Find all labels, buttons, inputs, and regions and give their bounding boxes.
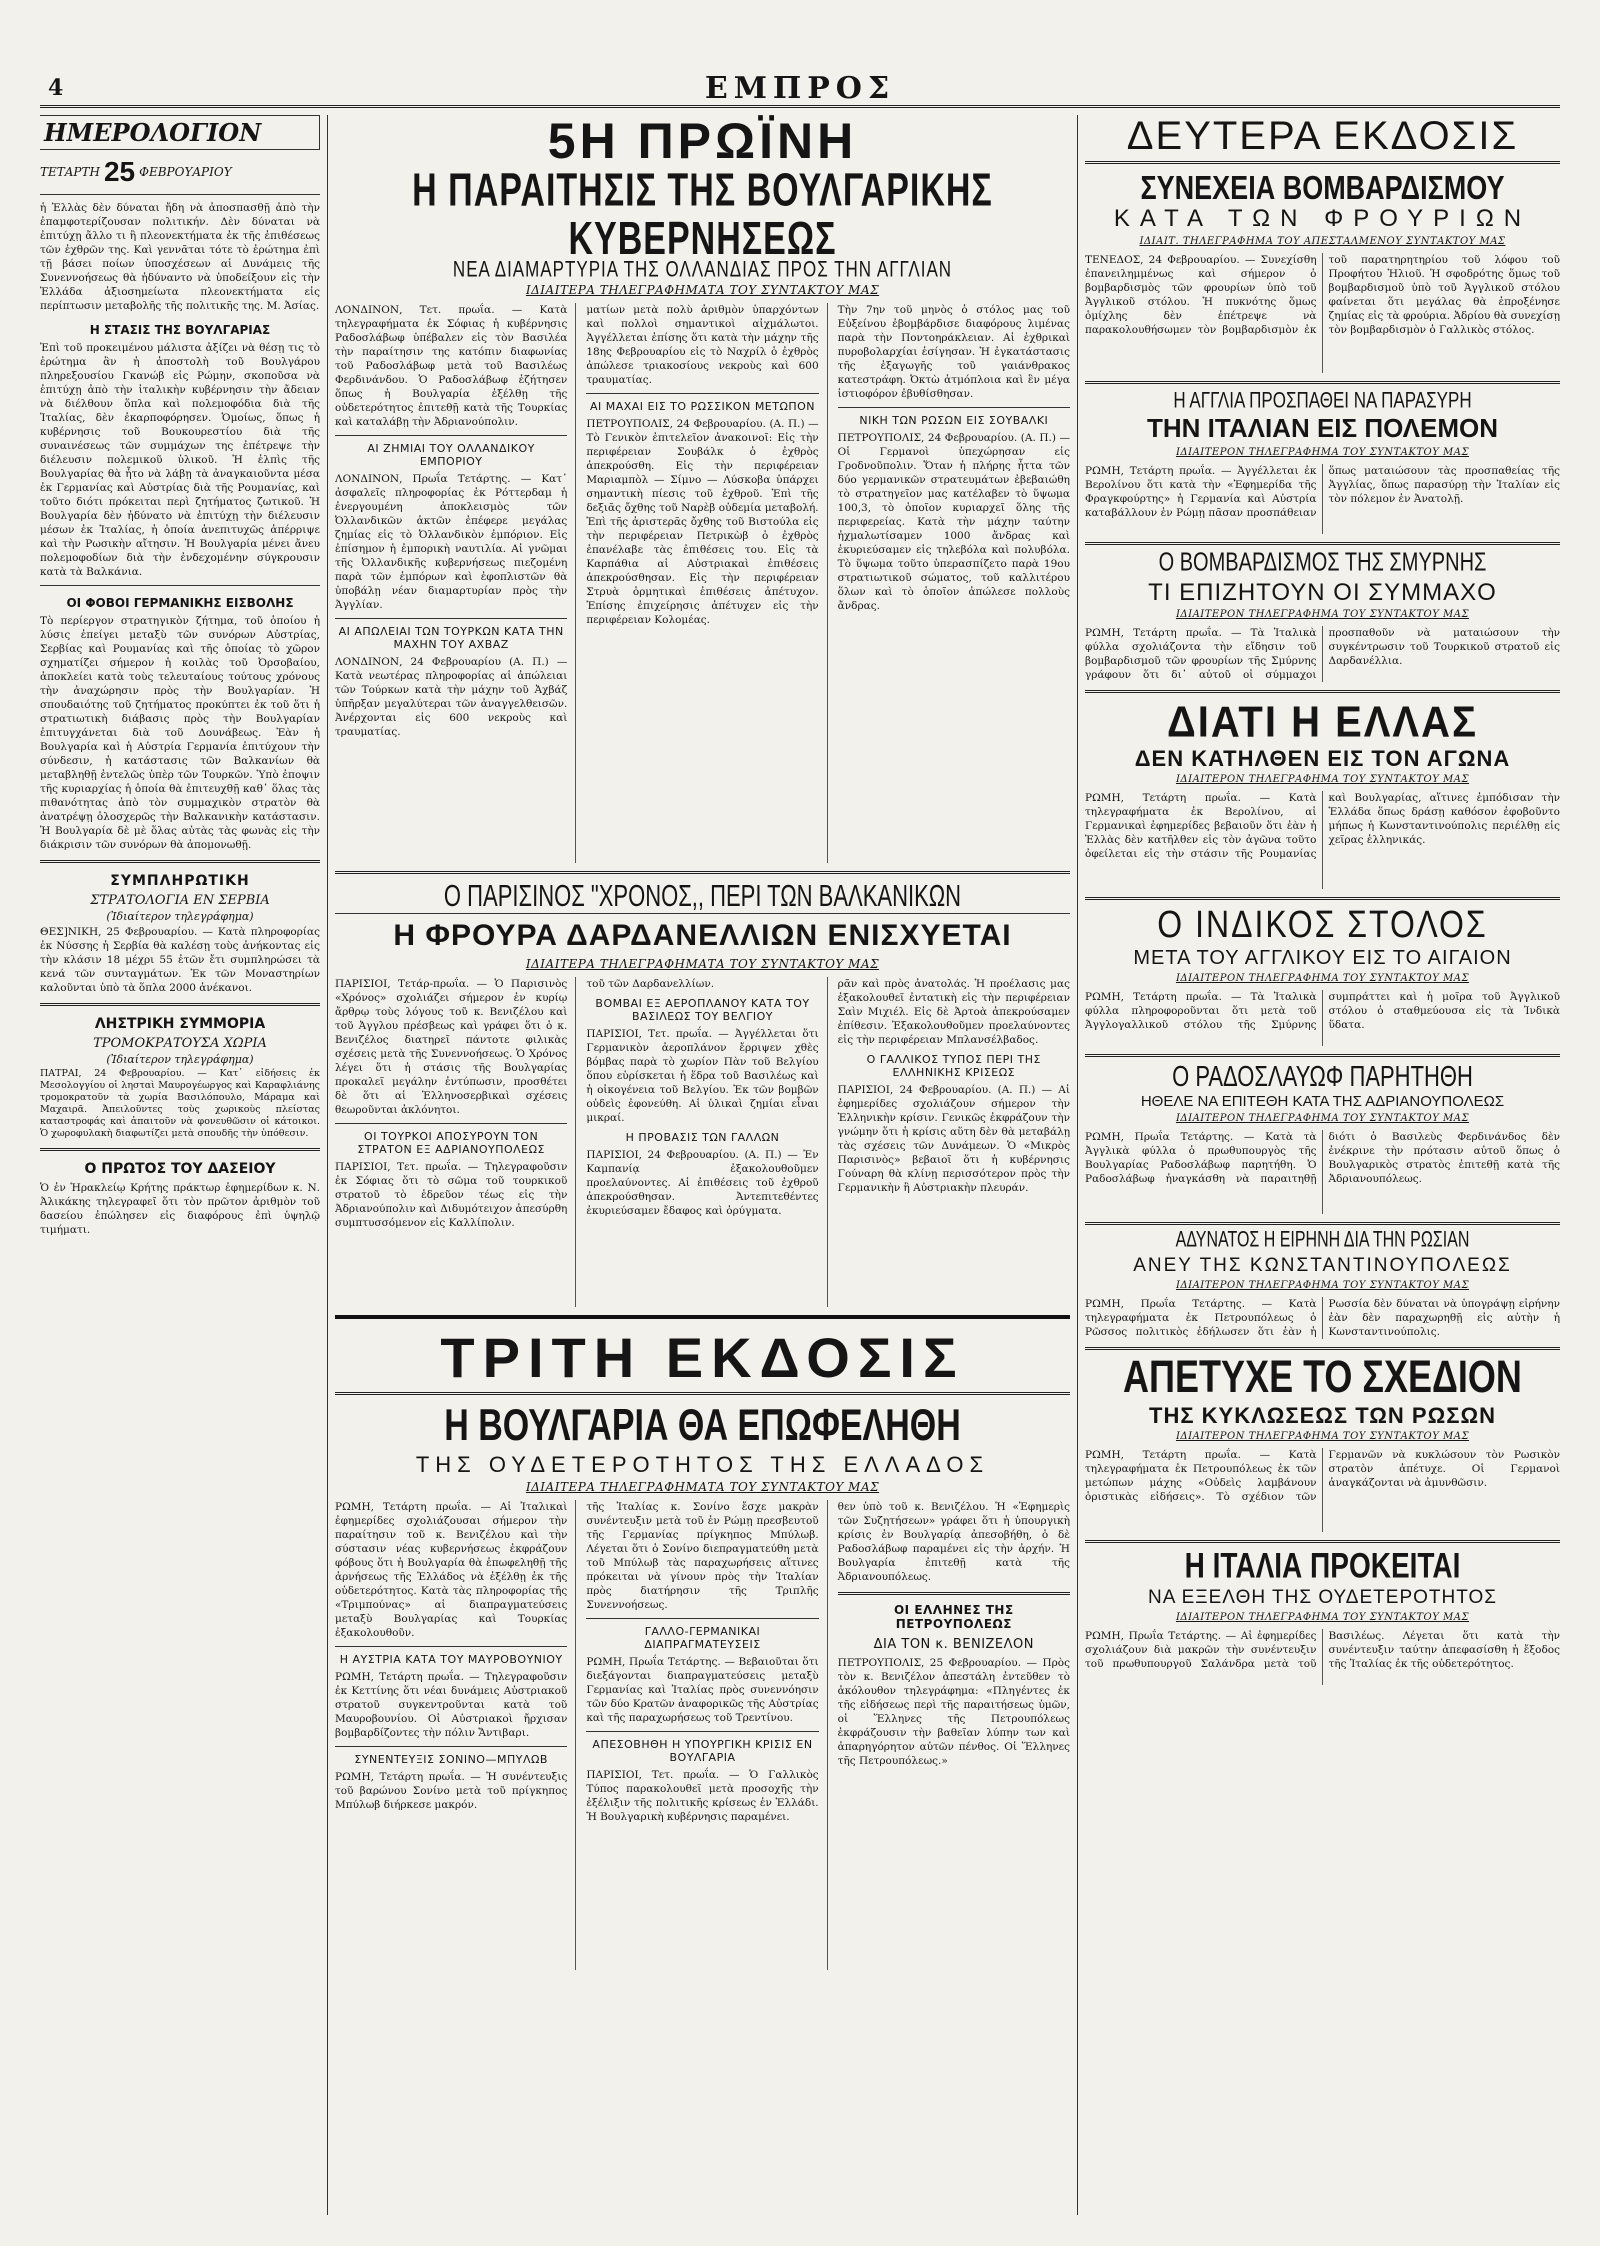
headline-sub: ΤΗΣ ΚΥΚΛΩΣΕΩΣ ΤΩΝ ΡΩΣΩΝ <box>1149 1402 1496 1428</box>
article-body: ΛΟΝΔΙΝΟΝ, Τετ. πρωΐα. — Κατὰ τηλεγραφήματα ἐκ Σόφιας ἡ κυβέρνησις Ραδοσλάβωφ ὑπέβαλεν εἰς τὸν Βασιλέα τὴν παραίτησιν της κατόπιν διαφωνίας τοῦ Ραδοσλάβωφ μετὰ τοῦ Βασιλέως Φερδινάνδου. Ὁ Ραδοσλάβωφ ἐζήτησεν ὅπως ἡ Βουλγαρία ἐξέλθῃ τῆς οὐδετερότητος ἐπιτεθῇ κατὰ τῆς Τουρκίας καὶ καταλάβῃ τὴν Ἀδριανούπολιν. <box>335 303 568 428</box>
section-heading: ΣΥΜΠΛΗΡΩΤΙΚΗ <box>110 873 250 889</box>
article-body: ΠΕΤΡΟΥΠΟΛΙΣ, 24 Φεβρουαρίου. (Α. Π.) — Τὸ Γενικὸν ἐπιτελεῖον ἀνακοινοῖ: Εἰς τὴν περιφέρειαν Σουβάλκ ὁ ἐχθρὸς ἀπεκρούσθη. Εἰς τὴν περιφέρειαν Μαριαμπὸλ — Σίμνο — Λύσκοβα ὑπάρχει σημαντικὴ πίεσις τοῦ ἐχθροῦ. Ἐπὶ τῆς δεξιᾶς ὄχθης τοῦ Ναρὲβ οὐδεμία μεταβολή. Ἐπὶ τῆς ἀριστερᾶς ὄχθης τοῦ Βιστούλα εἰς τὴν περιφέρειαν Πετρικὼβ ὁ ἐχθρὸς ἐπανέλαβε τὰς ἐπιθέσεις του. Εἰς τὰ Καρπάθια αἱ Αὐστριακαὶ ἐπιθέσεις ἀπεκρούσθησαν. Εἰς τὴν περιφέρειαν Στρυὰ ὁρμητικαὶ ἐπιθέσεις ἀπέτυχον. Ἐπίσης ἐπιχείρησις ἀπέτυχεν εἰς τὴν περιφέρειαν Κολομέας. <box>586 417 819 626</box>
section-subheading: ΔΙΑ ΤΟΝ κ. ΒΕΝΙΖΕΛΟΝ <box>873 1636 1034 1652</box>
section-heading: ΛΗΣΤΡΙΚΗ ΣΥΜΜΟΡΙΑ <box>94 1016 266 1032</box>
headline-second-edition: ΔΕΥΤΕΡΑ ΕΚΔΟΣΙΣ <box>1085 115 1560 164</box>
headline-sub: ΑΝΕΥ ΤΗΣ ΚΩΝΣΤΑΝΤΙΝΟΥΠΟΛΕΩΣ <box>1133 1255 1512 1277</box>
section-heading: ΝΙΚΗ ΤΩΝ ΡΩΣΩΝ ΕΙΣ ΣΟΥΒΑΛΚΙ <box>859 413 1049 427</box>
section-heading: Ο ΠΡΩΤΟΣ ΤΟΥ ΔΑΣΕΙΟΥ <box>84 1161 276 1177</box>
article-body: ΡΩΜΗ, Τετάρτη πρωΐα. — Κατὰ τηλεγραφήματα ἐκ Πετρουπόλεως ἐκ τῶν μετώπων μάχης «Οὐδεὶς λαμβάνουν ὁριστικὰς εἰδήσεις». Τὸ σχέδιον τῶν Γερμανῶν νὰ κυκλώσουν τὸν Ρωσικὸν στρατὸν ἀπέτυχε. Οἱ Γερμανοὶ ἀναγκάζονται νὰ ἀμυνθῶσιν. <box>1085 1449 1560 1504</box>
headline-main: Η ΠΑΡΑΙΤΗΣΙΣ ΤΗΣ ΒΟΥΛΓΑΡΙΚΗΣ ΚΥΒΕΡΝΗΣΕΩΣ <box>412 164 993 264</box>
article-block-2 <box>335 977 1070 1307</box>
article-body: ρᾶν καὶ πρὸς ἀνατολάς. Ἡ προέλασις μας ἐξακολουθεῖ ἐντατικὴ εἰς τὴν περιφέρειαν Σαὶν Μιχιέλ. Εἰς δὲ Ἀρτοὰ ἀπεκρούσαμεν ἐπίθεσιν. Ἐξακολουθοῦμεν προελαύνοντες εἰς τὴν περιφέρειαν Μπλανσέλβαδος. <box>837 978 1070 1047</box>
masthead <box>40 71 1560 108</box>
article-body: τοῦ τῶν Δαρδανελλίων. <box>586 978 715 991</box>
article-body: Τὸ περίεργον στρατηγικὸν ζήτημα, τοῦ ὁποίου ἡ λύσις ἐπείγει μεταξὺ τῶν συνόρων Αὐστρίας, Σερβίας καὶ Ρουμανίας καὶ τῆς ὁποίας τὸ χῶρον σχηματίζει σήμερον ἡ κοιλὰς τοῦ Ὀρσοβαίου, ἀποκλείει κατὰ τοὺς τελευταίους τούτους χρόνους τὴν ἀναχώρησιν πρὸς τὴν Βουλγαρίαν. Ἡ σπουδαιότης τοῦ ζητήματος προκύπτει ἐκ τοῦ ὅτι ἡ στρατιωτικὴ διάβασις πρὸς τὴν Βουλγαρίαν ἐπιτυγχάνεται διὰ τοῦ Δουνάβεως. Ἐὰν ἡ Βουλγαρία καὶ ἡ Αὐστρία Γερμανία ἐπιτύχουν τὴν σύνδεσιν, ἡ κατάστασις τῶν Βαλκανίων θὰ μεταβληθῇ ἐντελῶς ὑπὲρ τῶν Τουρκῶν. Ὑπὸ ἐποψιν τῆς κυριαρχίας ἡ ὁποία θὰ ἐπιτευχθῇ καθ᾽ ὅλας τὰς πιθανότητας ἀπὸ τὸν συμμαχικὸν στρατὸν θὰ ἀνατρέψῃ ὁλοσχερῶς τὴν Βαλκανικὴν κατάστασιν. Ἡ Βουλγαρία δὲ μὲ ὅλας αὐτὰς τὰς φωνὰς εἰς τὴν διάκρισιν τῶν συνόρων θὰ ἀπομονωθῇ. <box>40 615 320 851</box>
article-body: ΠΑΡΙΣΙΟΙ, 24 Φεβρουαρίου. (Α. Π.) — Ἐν Καμπανίᾳ ἐξακολουθοῦμεν προελαύνοντες. Αἱ ἐπιθέσεις τοῦ ἐχθροῦ ἀπεκρούσθησαν. Ἀντεπιτεθέντες ἐκυριεύσαμεν ἔδαφος καὶ ὀρύγματα. <box>586 1149 819 1218</box>
section-heading: ΟΙ ΕΛΛΗΝΕΣ ΤΗΣ ΠΕΤΡΟΥΠΟΛΕΩΣ <box>893 1602 1014 1631</box>
newspaper-name: ΕΜΠΡΟΣ <box>704 71 896 106</box>
telegram-heading: ΙΔΙΑΙΤΕΡΑ ΤΗΛΕΓΡΑΦΗΜΑΤΑ ΤΟΥ ΣΥΝΤΑΚΤΟΥ ΜΑΣ <box>525 282 880 297</box>
headline: Ο ΙΝΔΙΚΟΣ ΣΤΟΛΟΣ <box>1157 902 1488 946</box>
section-heading: Η ΠΡΟΒΑΣΙΣ ΤΩΝ ΓΑΛΛΩΝ <box>625 1131 780 1145</box>
article-block-3 <box>335 1500 1070 1970</box>
article-body: ΡΩΜΗ, Τετάρτη πρωΐα. — Ἀγγέλλεται ἐκ Βερολίνου ὅτι κατὰ τὴν «Ἐφημερίδα τῆς Φραγκφούρτης» ἡ Γερμανία καὶ Αὐστρία καταβάλλουν ἐν Ρώμῃ πᾶσαν προσπάθειαν ὅπως ματαιώσουν τὰς προσπαθείας τῆς Ἀγγλίας, ὅπως παρασύρῃ τὴν Ἰταλίαν εἰς τὸν πόλεμον ἐν Ἀνατολῇ. <box>1085 464 1560 519</box>
article-body: ΤΕΝΕΔΟΣ, 24 Φεβρουαρίου. — Συνεχίσθη ἐπανειλημμένως καὶ σήμερον ὁ βομβαρδισμὸς τῶν φρουρίων ὑπὸ τοῦ Ἀγγλικοῦ στόλου. Ἡ πυκνότης ὅμως ὁμίχλης δὲν ἐπέτρεψε νὰ παρακολουθήσωμεν τὸν βομβαρδισμὸν ἐκ τοῦ παρατηρητηρίου τοῦ λόφου τοῦ Προφήτου Ἠλιοῦ. Ἡ σφοδρότης ὅμως τοῦ βομβαρδισμοῦ ὑπὸ τοῦ Ἀγγλικοῦ στόλου φαίνεται ὅτι μεγάλας θὰ ἐπροξένησε ζημίας εἰς τὰ φρούρια. Ἀδρίου θὰ συνεχίσῃ τὸν βομβαρδισμὸν ὁ Γαλλικὸς στόλος. <box>1085 253 1560 336</box>
article-body: ΡΩΜΗ, Τετάρτη πρωΐα. — Τὰ Ἰταλικὰ φύλλα πληροφοροῦνται ὅτι μετὰ τοῦ Ἀγγλογαλλικοῦ στόλου τῆς Σμύρνης συμπράττει καὶ ἡ μοῖρα τοῦ Ἀγγλικοῦ στόλου ὁ σταθμεύουσα εἰς τὰ Ἰνδικὰ ὕδατα. <box>1085 990 1560 1031</box>
headline-section-b: Ο ΠΑΡΙΣΙΝΟΣ "ΧΡΟΝΟΣ,, ΠΕΡΙ ΤΩΝ ΒΑΛΚΑΝΙΚΩΝ <box>443 877 962 913</box>
headline: Ο ΒΟΜΒΑΡΔΙΣΜΟΣ ΤΗΣ ΣΜΥΡΝΗΣ <box>1158 548 1487 577</box>
section-heading: ΟΙ ΤΟΥΡΚΟΙ ΑΠΟΣΥΡΟΥΝ ΤΟΝ ΣΤΡΑΤΟΝ ΕΞ ΑΔΡΙΑΝΟΥΠΟΛΕΩΣ <box>357 1130 545 1157</box>
calendar-date <box>40 156 320 188</box>
article-body: ΡΩΜΗ, Πρωΐα Τετάρτης. — Βεβαιοῦται ὅτι διεξάγονται διαπραγματεύσεις μεταξὺ Γερμανίας καὶ Ἰταλίας πρὸς συνεννόησιν τῶν δύο Κρατῶν ἀναφορικῶς τῆς Αὐστρίας καὶ τῆς παραχωρήσεως τοῦ Τρεντίνου. <box>586 1655 819 1724</box>
section-heading: ΒΟΜΒΑΙ ΕΞ ΑΕΡΟΠΛΑΝΟΥ ΚΑΤΑ ΤΟΥ ΒΑΣΙΛΕΩΣ ΤΟΥ ΒΕΛΓΙΟΥ <box>595 997 810 1024</box>
article-body: ΠΕΤΡΟΥΠΟΛΙΣ, 24 Φεβρουαρίου. (Α. Π.) — Οἱ Γερμανοὶ ὑπεχώρησαν εἰς Γροδνοῦπολιν. Ὅταν ἡ πλήρης ἧττα τῶν δύο γερμανικῶν στρατευμάτων ἐβεβαιώθη τὸ στρατηγεῖον μας κατέλαβεν τὸ ὕψωμα 100,3, τὸ ὁποῖον κυριαρχεῖ ὅλης τῆς περιφερείας. Κατὰ τὴν μάχην ταύτην ἠχμαλωτίσαμεν 1000 ἄνδρας καὶ ἐκυριεύσαμεν εἰς τηλεβόλα καὶ πολυβόλα. Τὸ ὕψωμα τοῦτο ὑπερασπίζετο παρὰ 19ου στρατιωτικοῦ σώματος, τοῦ καλλιτέρου ὅλων καὶ τὸ ὁποῖον ἀπώλεσε πολλοὺς ἄνδρας. <box>837 431 1070 612</box>
article-body: ΡΩΜΗ, Πρωΐα Τετάρτης. — Αἱ ἐφημερίδες σχολιάζουν διὰ μακρῶν τὴν συνέντευξιν τοῦ πρωθυπουργοῦ Σαλάνδρα μετὰ τοῦ Βασιλέως. Λέγεται ὅτι κατὰ τὴν συνέντευξιν ταύτην ἀπεφασίσθη ἡ ἔξοδος τῆς Ἰταλίας ἐκ τῆς οὐδετερότητος. <box>1085 1630 1560 1671</box>
article-body: ΡΩΜΗ, Τετάρτη πρωΐα. — Τὰ Ἰταλικὰ φύλλα σχολιάζοντα τὴν εἴδησιν τοῦ βομβαρδισμοῦ τῶν φρουρίων τῆς Σμύρνης γράφουν ὅτι δι᾽ αὐτοῦ οἱ σύμμαχοι προσπαθοῦν νὰ ματαιώσουν τὴν συγκέντρωσιν τοῦ Τουρκικοῦ στρατοῦ εἰς Δαρδανέλλια. <box>1085 626 1560 681</box>
headline-sub: ΤΙ ΕΠΙΖΗΤΟΥΝ ΟΙ ΣΥΜΜΑΧΟ <box>1148 578 1497 606</box>
article-body: ματίων μετὰ πολὺ ἀριθμὸν ὑπαρχόντων καὶ πολλοὶ σημαντικοὶ αἰχμάλωτοι. Ἀγγέλλεται ἐπίσης ὅτι κατὰ τὴν μάχην τῆς 18ης Φεβρουαρίου εἰς τὸ Ναχρίλ ὁ ἐχθρὸς ἀπώλεσε τριακοσίους νεκροὺς καὶ 600 τραυματίας. <box>586 303 819 386</box>
article-body: ΡΩΜΗ, Πρωΐα Τετάρτης. — Κατὰ τηλεγραφήματα ἐκ Πετρουπόλεως ὁ Ρῶσσος πολιτικὸς ἐδήλωσεν ὅτι ἐὰν ἡ Ρωσσία δὲν δύναται νὰ ὑπογράψῃ εἰρήνην ἐὰν δὲν παραχωρηθῇ εἰς αὐτὴν ἡ Κωνσταντινούπολις. <box>1085 1298 1560 1339</box>
section-heading: ΑΙ ΜΑΧΑΙ ΕΙΣ ΤΟ ΡΩΣΣΙΚΟΝ ΜΕΤΩΠΟΝ <box>589 399 816 413</box>
article-body: Ἐπὶ τοῦ προκειμένου μάλιστα ἀξίζει νὰ θέσῃ τις τὸ ἐρώτημα ἂν ἡ ἀποστολὴ τοῦ Βουλγάρου πληρεξουσίου Γκανώβ εἰς Ρώμην, σκοποῦσα νὰ ἐπιτύχῃ ἀπὸ τὴν ἰταλικὴν κυβέρνησιν τὴν ἄδειαν νὰ διέλθουν ὅπλα καὶ πολεμοφόδια διὰ τῆς Ἰταλίας, δὲν ἐκαρποφόρησεν. Ὁμοίως, ὅπως ἡ κυβέρνησις τοῦ Βουκουρεστίου διὰ τῆς συναινέσεως τῶν συμμάχων της ἐπέτρεψε τὴν διέλευσιν πολεμικοῦ ὑλικοῦ. Ἡ ἐλπὶς τῆς Βουλγαρίας θὰ ἦτο νὰ λάβῃ τὰ ἀναγκαιοῦντα μέσα ἐκ Γερμανίας καὶ Αὐστρίας διὰ τῆς Ρουμανίας, καὶ τοῦτο διότι πρόκειται περὶ ζητήματος ζωτικοῦ. Ἡ Βουλγαρία δὲν ἠδύνατο νὰ ἐπιτύχῃ τὴν διέλευσιν μέσων ἐκ Ἰταλίας, ἡ ὁποία ἀνεπιτυχῶς ἀπέρριψε καὶ τὴν Ρωσικὴν αἴτησιν. Ἡ Βουλγαρία μένει ἄνευ πολεμοφοδίων διὰ τὴν ἐνδεχομένην σύγκρουσιν κατὰ τὰ Βαλκάνια. <box>40 342 320 578</box>
section-heading: ΣΥΝΕΝΤΕΥΞΙΣ ΣΟΝΙΝΟ—ΜΠΥΛΩΒ <box>354 1752 548 1766</box>
section-heading: Η ΣΤΑΣΙΣ ΤΗΣ ΒΟΥΛΓΑΡΙΑΣ <box>89 323 271 337</box>
section-heading: ΑΙ ΖΗΜΙΑΙ ΤΟΥ ΟΛΛΑΝΔΙΚΟΥ ΕΜΠΟΡΙΟΥ <box>367 441 535 468</box>
weekday: ΤΕΤΑΡΤΗ <box>40 165 100 179</box>
article-body: ΠΑΡΙΣΙΟΙ, 24 Φεβρουαρίου. (Α. Π.) — Αἱ ἐφημερίδες σχολιάζουν σήμερον τὴν Ἑλληνικὴν κρίσιν. Γενικῶς ἐκφράζουν τὴν γνώμην ὅτι ἡ κρίσις αὕτη δὲν θὰ μεταβάλῃ τὰς σχέσεις τῶν Δυνάμεων. Ὁ «Μικρὸς Παρισινὸς» βεβαιοῖ ὅτι ἡ κυβέρνησις Γούναρη θὰ κλίνῃ περισσότερον πρὸς τὴν Γερμανικὴν ἢ Αὐστριακὴν πλευράν. <box>837 1084 1070 1195</box>
telegram-heading: ΙΔΙΑΙΤΕΡΟΝ ΤΗΛΕΓΡΑΦΗΜΑ ΤΟΥ ΣΥΝΤΑΚΤΟΥ ΜΑΣ <box>1175 1113 1470 1125</box>
telegram-heading: ΙΔΙΑΙΤΕΡΟΝ ΤΗΛΕΓΡΑΦΗΜΑ ΤΟΥ ΣΥΝΤΑΚΤΟΥ ΜΑΣ <box>1175 972 1470 984</box>
note: (Ἰδιαίτερον τηλεγράφημα) <box>106 1053 254 1066</box>
headline: Η ΑΓΓΛΙΑ ΠΡΟΣΠΑΘΕΙ ΝΑ ΠΑΡΑΣΥΡΗ <box>1173 387 1472 413</box>
headline-third-edition: ΤΡΙΤΗ ΕΚΔΟΣΙΣ <box>440 1326 965 1390</box>
column-main <box>335 115 1070 2215</box>
headline-sub: ΚΑΤΑ ΤΩΝ ΦΡΟΥΡΙΩΝ <box>1113 205 1532 233</box>
section-heading: ΓΑΛΛΟ-ΓΕΡΜΑΝΙΚΑΙ ΔΙΑΠΡΑΓΜΑΤΕΥΣΕΙΣ <box>644 1624 761 1651</box>
day-number: 25 <box>103 156 136 187</box>
article-body: ΡΩΜΗ, Πρωΐα Τετάρτης. — Κατὰ τὰ Ἀγγλικὰ φύλλα ὁ πρωθυπουργὸς τῆς Βουλγαρίας Ραδοσλάβωφ παρητήθη. Ὁ Ραδοσλάβωφ ἠναγκάσθη νὰ παραιτηθῇ διότι ὁ Βασιλεὺς Φερδινάνδος δὲν ἐνέκρινε τὴν πρότασιν αὐτοῦ ὅπως ὁ Βουλγαρικὸς στρατὸς ἐπιτεθῇ κατὰ τῆς Ἀδριανουπόλεως. <box>1085 1131 1560 1186</box>
telegram-heading: ΙΔΙΑΙΤ. ΤΗΛΕΓΡΑΦΗΜΑ ΤΟΥ ΑΠΕΣΤΑΛΜΕΝΟΥ ΣΥΝΤΑΚΤΟΥ ΜΑΣ <box>1139 235 1506 247</box>
headline-section-c-sub: ΤΗΣ ΟΥΔΕΤΕΡΟΤΗΤΟΣ ΤΗΣ ΕΛΛΑΔΟΣ <box>415 1451 990 1477</box>
section-heading: ΑΙ ΑΠΩΛΕΙΑΙ ΤΩΝ ΤΟΥΡΚΩΝ ΚΑΤΑ ΤΗΝ ΜΑΧΗΝ ΤΟΥ ΑΧΒΑΖ <box>338 624 564 651</box>
note: (Ἰδιαίτερον τηλεγράφημα) <box>106 910 254 923</box>
column-second-edition <box>1085 115 1560 2215</box>
headline-sub: ΗΘΕΛΕ ΝΑ ΕΠΙΤΕΘΗ ΚΑΤΑ ΤΗΣ ΑΔΡΙΑΝΟΥΠΟΛΕΩΣ <box>1140 1092 1505 1110</box>
article-body: ΛΟΝΔΙΝΟΝ, 24 Φεβρουαρίου (Α. Π.) — Κατὰ νεωτέρας πληροφορίας αἱ ἀπώλειαι τῶν Τούρκων κατὰ τὴν μάχην τοῦ Ἀχβάζ ὑπῆρξαν μεγαλύτεραι τῶν ἀναγγελθεισῶν. Ἀνέρχονται εἰς 600 νεκροὺς καὶ τραυματίας. <box>335 655 568 738</box>
headline: ΣΥΝΕΧΕΙΑ ΒΟΜΒΑΡΔΙΣΜΟΥ <box>1140 169 1505 207</box>
article-body: ΠΑΤΡΑΙ, 24 Φεβρουαρίου. — Κατ᾽ εἰδήσεις ἐκ Μεσολογγίου οἱ λησταὶ Μαυρογέωργος καὶ Καραφλιάνης τρομοκρατοῦν τὰ χωρία Βασιλόπουλο, Μάραμα καὶ Μαχαιρᾶ. Ἀπειλοῦντες τοὺς χωρικοὺς πλείστας καταστροφάς καὶ ἀπαιτοῦν νὰ φονευθῶσιν οἱ κάτοικοι. Ὁ χωροφυλακὴ διαφωτίζει μετὰ σπουδῆς τὴν ὑπόθεσιν. <box>40 1068 320 1139</box>
section-subheading: ΤΡΟΜΟΚΡΑΤΟΥΣΑ ΧΩΡΙΑ <box>93 1036 267 1051</box>
article-block-1 <box>335 303 1070 863</box>
headline-section-c: Η ΒΟΥΛΓΑΡΙΑ ΘΑ ΕΠΩΦΕΛΗΘΗ <box>444 1401 961 1451</box>
headline: ΔΙΑΤΙ Η ΕΛΛΑΣ <box>1166 697 1479 747</box>
article-body: ΠΑΡΙΣΙΟΙ, Τετ. πρωΐα. — Ὁ Γαλλικὸς Τύπος παρακολουθεῖ μετὰ προσοχῆς τὴν ἐξέλιξιν τῆς πολιτικῆς κρίσεως ἐν Ἑλλάδι. Ἡ Βουλγαρικὴ κυβέρνησις παραμένει. <box>586 1768 819 1823</box>
month: ΦΕΒΡΟΥΑΡΙΟΥ <box>139 165 232 179</box>
article-body: Τὴν 7ην τοῦ μηνὸς ὁ στόλος μας τοῦ Εὐξείνου ἐβομβάρδισε διαφόρους λιμένας παρὰ τὴν Ποντοηράκλειαν. Αἱ ἐχθρικαὶ πυροβολαρχίαι ἐσίγησαν. Ἡ ἐγκατάστασις τῆς ἐξαγωγῆς τοῦ γαιάνθρακος κατεστράφη. Ὀκτὼ ἀτμόπλοια καὶ ἓν μέγα ἱστιοφόρον ἐβυθίσθησαν. <box>837 303 1070 400</box>
article-body: ΡΩΜΗ, Τετάρτη πρωΐα. — Αἱ Ἰταλικαὶ ἐφημερίδες σχολιάζουσαι σήμερον τὴν παραίτησιν τοῦ κ. Βενιζέλου καὶ τὴν σύστασιν νέας κυβερνήσεως ἐκφράζουν φόβους ὅτι ἡ Βουλγαρία θὰ ἐπωφεληθῇ τῆς ἀρνήσεως τῆς Ἑλλάδος νὰ ἐξέλθῃ ἐκ τῆς οὐδετερότητος. Κατὰ τὰς πληροφορίας τῆς «Τριμπούνας» αἱ διαπραγματεύσεις μεταξὺ Βουλγαρίας καὶ Τουρκίας ἐξακολουθοῦν. <box>335 1500 568 1639</box>
calendar-title: ΗΜΕΡΟΛΟΓΙΟΝ <box>40 115 320 150</box>
column-rule <box>327 115 328 2215</box>
page-number: 4 <box>48 75 64 101</box>
article-body: ΠΕΤΡΟΥΠΟΛΙΣ, 25 Φεβρουαρίου. — Πρὸς τὸν κ. Βενιζέλον ἀπεστάλη ἐντεῦθεν τὸ ἀκόλουθον τηλεγράφημα: «Πληγέντες ἐκ τῆς εἰδήσεως περὶ τῆς παραιτήσεως ὑμῶν, οἱ Ἕλληνες τῆς Πετρουπόλεως ἐκφράζουσιν τὴν βαθεῖαν λύπην των καὶ ἀπαρηγόρητον αὐτῶν πένθος. Οἱ Ἕλληνες τῆς Πετρουπόλεως.» <box>837 1656 1070 1767</box>
section-heading: ΑΠΕΣΟΒΗΘΗ Η ΥΠΟΥΡΓΙΚΗ ΚΡΙΣΙΣ ΕΝ ΒΟΥΛΓΑΡΙΑ <box>592 1737 813 1764</box>
telegram-heading: ΙΔΙΑΙΤΕΡΑ ΤΗΛΕΓΡΑΦΗΜΑΤΑ ΤΟΥ ΣΥΝΤΑΚΤΟΥ ΜΑΣ <box>525 957 880 972</box>
headline-sub: ΝΑ ΕΞΕΛΘΗ ΤΗΣ ΟΥΔΕΤΕΡΟΤΗΤΟΣ <box>1147 1587 1498 1609</box>
article-body: ΡΩΜΗ, Τετάρτη πρωΐα. — Κατὰ τηλεγραφήματα ἐκ Βερολίνου, αἱ Γερμανικαὶ ἐφημερίδες βεβαιοῦν ὅτι ἐὰν ἡ Ἑλλὰς δὲν κατῆλθεν εἰς τὸν ἀγῶνα τοῦτο ὀφείλεται εἰς τὴν στάσιν τῆς Ρουμανίας καὶ Βουλγαρίας, αἵτινες ἐμπόδισαν τὴν Ἑλλάδα ὅπως δράσῃ καθόσον ἐφοβοῦντο μήπως ἡ Κωνσταντινούπολις περιέλθῃ εἰς χεῖρας ἑλληνικάς. <box>1085 791 1560 860</box>
telegram-heading: ΙΔΙΑΙΤΕΡΟΝ ΤΗΛΕΓΡΑΦΗΜΑ ΤΟΥ ΣΥΝΤΑΚΤΟΥ ΜΑΣ <box>1175 1612 1470 1624</box>
article-body: ΛΟΝΔΙΝΟΝ, Πρωΐα Τετάρτης. — Κατ᾽ ἀσφαλεῖς πληροφορίας ἐκ Ρόττερδαμ ἡ ἐνεργουμένη ἀποκλεισμὸς τῶν Ὀλλανδικῶν ἀκτῶν ἐπέφερε μεγάλας ζημίας εἰς τὸ Ὀλλανδικὸν ἐμπόριον. Εἰς ἐπίσημον ἡ ἐμπορικὴ ναυτιλία. Αἱ γνῶμαι τῆς Ὀλλανδικῆς κυβερνήσεως πιεζομένη παρὰ τῶν ἐμπόρων καὶ ἐφοπλιστῶν θὰ ὑποβάλῃ νέαν διαμαρτυρίαν πρὸς τὴν Ἀγγλίαν. <box>335 472 568 611</box>
article-body: ΡΩΜΗ, Τετάρτη πρωΐα. — Ἡ συνέντευξις τοῦ βαρώνου Σονίνο μετὰ τοῦ πρίγκηπος Μπύλωβ διήρκεσε μακρόν. <box>335 1770 568 1811</box>
column-calendar <box>40 115 320 2215</box>
telegram-heading: ΙΔΙΑΙΤΕΡΑ ΤΗΛΕΓΡΑΦΗΜΑΤΑ ΤΟΥ ΣΥΝΤΑΚΤΟΥ ΜΑΣ <box>525 1479 880 1494</box>
calendar-intro: ἡ Ἑλλὰς δὲν δύναται ἤδη νὰ ἀποσπασθῇ ἀπὸ τὴν ἐπαμφοτερίζουσαν πολιτικήν. Δὲν δύναται νὰ ἐπιτύχῃ ἄλλο τι ἢ πλεονεκτήματα ἐκ τῆς ἐπιθέσεως τῶν ἐχθρῶν της. Καὶ γεννᾶται τότε τὸ ἐρώτημα ἐπὶ τῇ βάσει ποίων ὑποσχέσεων αἱ Δυνάμεις τῆς Συνεννοήσεως θὰ ἠδύναντο νὰ ὑποδείξουν εἰς τὴν Ἑλλάδα ἀξιοσημείωτα πλεονεκτήματα εἰς περίπτωσιν μεταβολῆς τῆς πολιτικῆς της. Μ. Ἀσίας. <box>40 202 320 312</box>
article-body: ΘΕΣ]ΝΙΚΗ, 25 Φεβρουαρίου. — Κατὰ πληροφορίας ἐκ Νύσσης ἡ Σερβία θὰ καλέσῃ τοὺς ἀνήκοντας εἰς τὴν κλάσιν 18 μέχρι 55 ἐτῶν ἔτι συμπληρώσει τὰ κενά τῶν συνταγμάτων. Ἐκ τῶν Μοναστηρίων καλοῦνται ὑπὸ τὰ ὅπλα 2000 ἀνέκανοι. <box>40 926 320 994</box>
headline-sub: ΔΕΝ ΚΑΤΗΛΘΕΝ ΕΙΣ ΤΟΝ ΑΓΩΝΑ <box>1134 745 1511 771</box>
section-heading: ΟΙ ΦΟΒΟΙ ΓΕΡΜΑΝΙΚΗΣ ΕΙΣΒΟΛΗΣ <box>66 596 294 610</box>
article-body: ΠΑΡΙΣΙΟΙ, Τετάρ-πρωΐα. — Ὁ Παρισινὸς «Χρόνος» σχολιάζει σήμερον ἐν κυρίῳ ἄρθρῳ τοὺς λόγους τοῦ κ. Βενιζέλου καὶ τοῦ Ἀγγλου πρέσβεως καὶ γράφει ὅτι ὁ κ. Βενιζέλος διατηρεῖ πάντοτε φιλικὰς σχέσεις μετὰ τῆς Συνεννοήσεως. Ὁ Χρόνος λέγει ὅτι ἡ στάσις τῆς Βουλγαρίας προκαλεῖ μεγάλην ἐντύπωσιν, προσθέτει δὲ ὅτι αἱ Ἑλληνοσερβικαὶ σχέσεις θεωροῦνται ἀκλόνητοι. <box>335 978 568 1117</box>
headline-sub: ΤΗΝ ΙΤΑΛΙΑΝ ΕΙΣ ΠΟΛΕΜΟΝ <box>1147 413 1498 444</box>
column-rule <box>1077 115 1078 2215</box>
article-body: ΠΑΡΙΣΙΟΙ, Τετ. πρωΐα. — Τηλεγραφοῦσιν ἐκ Σόφιας ὅτι τὸ σῶμα τοῦ τουρκικοῦ στρατοῦ τὸ ἑδρεῦον τέως εἰς τὴν Ἀδριανούπολιν καὶ Διδυμότειχον ἀπεσύρθη συμπτυσσόμενον εἰς Καλλίπολιν. <box>335 1161 568 1230</box>
headline: Η ΙΤΑΛΙΑ ΠΡΟΚΕΙΤΑΙ <box>1184 1546 1461 1585</box>
article-body: ΡΩΜΗ, Τετάρτη πρωΐα. — Τηλεγραφοῦσιν ἐκ Κεττίνης ὅτι νέαι δυνάμεις Αὐστριακοῦ στρατοῦ συγκεντροῦνται κατὰ τοῦ Μαυροβουνίου. Οἱ Αὐστριακοὶ ἤρχισαν βομβαρδίζοντες τὴν πόλιν Ἄντιβαρι. <box>335 1670 568 1739</box>
telegram-heading: ΙΔΙΑΙΤΕΡΟΝ ΤΗΛΕΓΡΑΦΗΜΑ ΤΟΥ ΣΥΝΤΑΚΤΟΥ ΜΑΣ <box>1175 446 1470 458</box>
section-heading: Η ΑΥΣΤΡΙΑ ΚΑΤΑ ΤΟΥ ΜΑΥΡΟΒΟΥΝΙΟΥ <box>339 1652 563 1666</box>
section-heading: Ο ΓΑΛΛΙΚΟΣ ΤΥΠΟΣ ΠΕΡΙ ΤΗΣ ΕΛΛΗΝΙΚΗΣ ΚΡΙΣΕΩΣ <box>866 1053 1041 1080</box>
article-body: ΠΑΡΙΣΙΟΙ, Τετ. πρωΐα. — Ἀγγέλλεται ὅτι Γερμανικὸν ἀεροπλάνον ἔρριψεν χθὲς βόμβας παρὰ τὸ χωρίον Πὰν τοῦ Βελγίου ὅπου εὑρίσκεται ἡ ἕδρα τοῦ Βασιλέως καὶ ἡ οἰκογένεια τοῦ Βελγίου. Ἐκ τῶν βομβῶν οὐδεὶς ἐφονεύθη. Αἱ ὑλικαὶ ζημίαι εἶναι μικραί. <box>586 1028 819 1125</box>
headline-section-b-main: Η ΦΡΟΥΡΑ ΔΑΡΔΑΝΕΛΛΙΩΝ ΕΝΙΣΧΥΕΤΑΙ <box>393 918 1012 952</box>
headline-sub: ΜΕΤΑ ΤΟΥ ΑΓΓΛΙΚΟΥ ΕΙΣ ΤΟ ΑΙΓΑΙΟΝ <box>1133 946 1512 969</box>
headline: Ο ΡΑΔΟΣΛΑΥΩΦ ΠΑΡΗΤΗΘΗ <box>1172 1059 1473 1093</box>
article-body: τῆς Ἰταλίας κ. Σονίνο ἔσχε μακρὰν συνέντευξιν μετὰ τοῦ ἐν Ρώμῃ πρεσβευτοῦ τῆς Γερμανίας πρίγκηπος Μπύλωβ. Λέγεται ὅτι ὁ Σονίνο διεπραγματεύθη μετὰ τοῦ Μπύλωβ τὰς παραχωρήσεις αἵτινες πρόκειται νὰ γίνουν πρὸς τὴν Ἰταλίαν πρὸς διατήρησιν τῆς Τριπλῆς Συνεννοήσεως. <box>586 1500 819 1611</box>
headline-edition: 5Η ΠΡΩΪΝΗ <box>547 115 858 169</box>
headline-sub: ΝΕΑ ΔΙΑΜΑΡΤΥΡΙΑ ΤΗΣ ΟΛΛΑΝΔΙΑΣ ΠΡΟΣ ΤΗΝ ΑΓΓΛΙΑΝ <box>452 256 953 282</box>
telegram-heading: ΙΔΙΑΙΤΕΡΟΝ ΤΗΛΕΓΡΑΦΗΜΑ ΤΟΥ ΣΥΝΤΑΚΤΟΥ ΜΑΣ <box>1175 773 1470 785</box>
telegram-heading: ΙΔΙΑΙΤΕΡΟΝ ΤΗΛΕΓΡΑΦΗΜΑ ΤΟΥ ΣΥΝΤΑΚΤΟΥ ΜΑΣ <box>1175 1431 1470 1443</box>
article-body: θεν ὑπὸ τοῦ κ. Βενιζέλου. Ἡ «Ἐφημερὶς τῶν Συζητήσεων» γράφει ὅτι ἡ ὑπουργικὴ κρίσις ἐν Βουλγαρίᾳ ἀπεσοβήθη, ὁ δὲ Ραδοσλάβωφ παραμένει εἰς τὴν ἀρχήν. Ἡ Βουλγαρία ἐπιτεθῇ κατὰ τῆς Ἀδριανουπόλεως. <box>837 1500 1070 1583</box>
section-subheading: ΣΤΡΑΤΟΛΟΓΙΑ ΕΝ ΣΕΡΒΙΑ <box>90 893 270 908</box>
headline: ΑΠΕΤΥΧΕ ΤΟ ΣΧΕΔΙΟΝ <box>1123 1350 1522 1403</box>
article-body: Ὁ ἐν Ἡρακλείῳ Κρήτης πράκτωρ ἐφημερίδων κ. Ν. Ἀλικάκης τηλεγραφεῖ ὅτι τὸν πρῶτον ἀριθμὸν τοῦ δασείου ἐπώλησεν εἰς διαφόρους ἐπὶ ὑψηλῷ τιμήματι. <box>40 1182 320 1236</box>
telegram-heading: ΙΔΙΑΙΤΕΡΟΝ ΤΗΛΕΓΡΑΦΗΜΑ ΤΟΥ ΣΥΝΤΑΚΤΟΥ ΜΑΣ <box>1175 608 1470 620</box>
headline: ΑΔΥΝΑΤΟΣ Η ΕΙΡΗΝΗ ΔΙΑ ΤΗΝ ΡΩΣΙΑΝ <box>1175 1228 1470 1253</box>
telegram-heading: ΙΔΙΑΙΤΕΡΟΝ ΤΗΛΕΓΡΑΦΗΜΑ ΤΟΥ ΣΥΝΤΑΚΤΟΥ ΜΑΣ <box>1175 1280 1470 1292</box>
